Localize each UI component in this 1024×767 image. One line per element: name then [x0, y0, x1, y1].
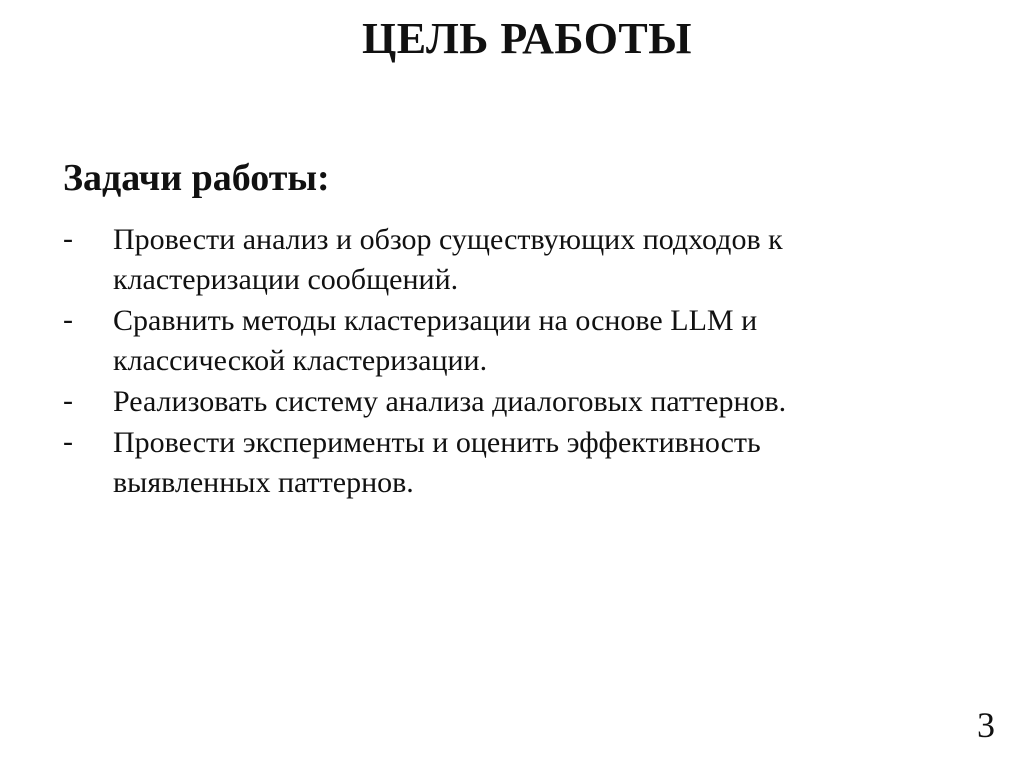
task-line: кластеризации сообщений. [113, 263, 459, 296]
task-item [63, 300, 943, 381]
bullet-dash: - [63, 384, 73, 417]
task-text [113, 300, 943, 381]
task-text [113, 422, 943, 503]
task-line: Провести эксперименты и оценить эффективность [113, 426, 761, 459]
tasks-list [63, 219, 943, 503]
bullet-dash: - [63, 222, 73, 255]
tasks-heading: Задачи работы: [63, 157, 330, 199]
task-line: Реализовать систему анализа диалоговых паттернов. [113, 385, 787, 418]
task-item [63, 422, 943, 503]
task-line: Сравнить методы кластеризации на основе LLM и [113, 304, 758, 337]
task-item [63, 381, 943, 422]
page-number: 3 [977, 705, 995, 745]
slide-title: ЦЕЛЬ РАБОТЫ [362, 14, 692, 63]
task-line: Провести анализ и обзор существующих подходов к [113, 223, 783, 256]
task-line: классической кластеризации. [113, 344, 488, 377]
bullet-dash: - [63, 425, 73, 458]
bullet-dash: - [63, 303, 73, 336]
task-text [113, 381, 943, 422]
task-line: выявленных паттернов. [113, 466, 414, 499]
task-text [113, 219, 943, 300]
task-item [63, 219, 943, 300]
